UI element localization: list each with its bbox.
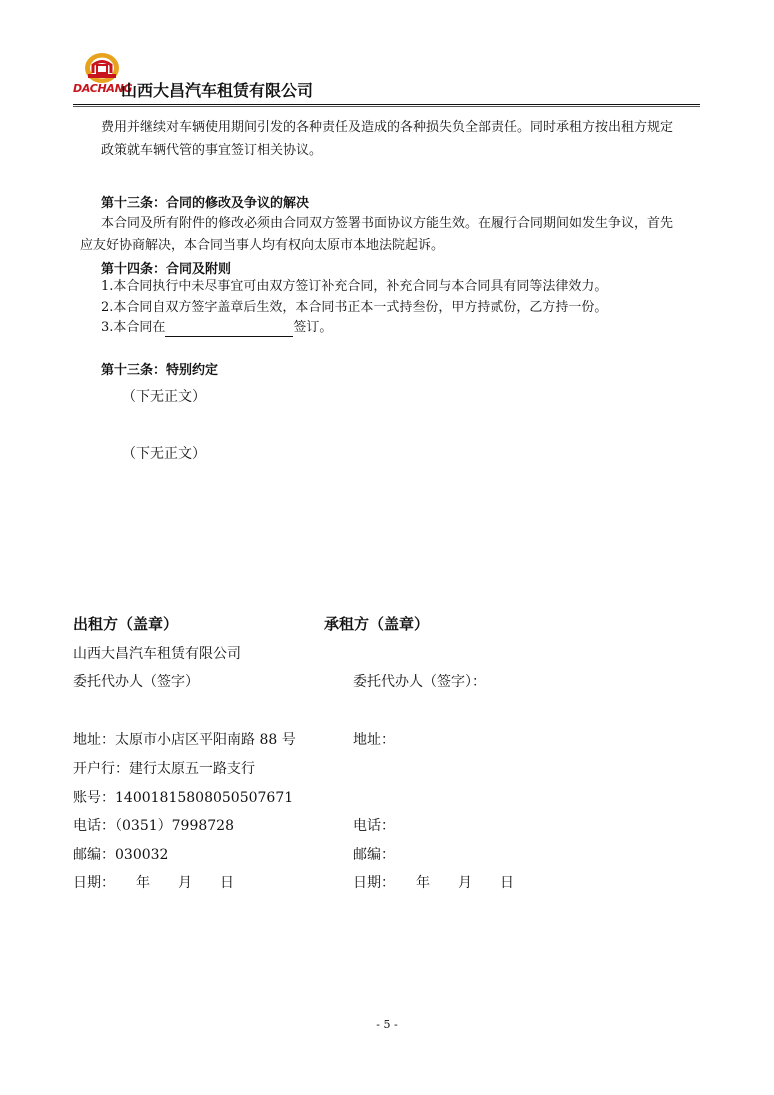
continuation-line-2: 政策就车辆代管的事宜签订相关协议。	[101, 143, 323, 158]
lessor-date: 日期： 年 月 日	[73, 875, 234, 891]
article-14-item-3	[101, 318, 332, 337]
special-agreement-title: 第十三条：特别约定	[101, 363, 219, 378]
page-number: - 5 -	[376, 1018, 398, 1031]
lessor-agent: 委托代办人（签字）	[73, 674, 199, 690]
lessor-address: 地址：太原市小店区平阳南路 88 号	[73, 732, 296, 748]
article-14-item-2: 2.本合同自双方签字盖章后生效，本合同书正本一式持叁份，甲方持贰份，乙方持一份。	[101, 300, 608, 315]
lessor-phone: 电话：（0351）7998728	[73, 818, 234, 834]
item-3-prefix: 3.本合同在	[101, 320, 166, 335]
lessor-postcode: 邮编：030032	[73, 847, 169, 863]
no-further-text-2: （下无正文）	[122, 446, 206, 462]
signing-place-blank	[165, 322, 293, 337]
header-rule-secondary	[73, 106, 700, 107]
article-13-line-2: 应友好协商解决，本合同当事人均有权向太原市本地法院起诉。	[80, 238, 445, 253]
article-13-title: 第十三条：合同的修改及争议的解决	[101, 196, 310, 211]
lessee-heading: 承租方（盖章）	[324, 615, 430, 633]
continuation-line-1: 费用并继续对车辆使用期间引发的各种责任及造成的各种损失负全部责任。同时承租方按出租方规定	[101, 120, 674, 135]
header-rule	[73, 104, 700, 105]
lessee-date: 日期： 年 月 日	[353, 875, 514, 891]
item-3-suffix: 签订。	[293, 320, 333, 335]
article-13-line-1: 本合同及所有附件的修改必须由合同双方签署书面协议方能生效。在履行合同期间如发生争议，首先	[101, 216, 674, 231]
lessee-phone: 电话：	[353, 818, 395, 834]
no-further-text-1: （下无正文）	[122, 389, 206, 405]
lessee-agent: 委托代办人（签字）：	[353, 674, 486, 690]
lessor-heading: 出租方（盖章）	[73, 615, 179, 633]
brand-wordmark: DACHANG	[73, 82, 133, 95]
company-logo-icon	[80, 52, 124, 86]
article-14-title: 第十四条：合同及附则	[101, 262, 232, 277]
article-14-item-1: 1.本合同执行中未尽事宜可由双方签订补充合同，补充合同与本合同具有同等法律效力。	[101, 279, 608, 294]
lessee-postcode: 邮编：	[353, 847, 395, 863]
lessee-address: 地址：	[353, 732, 395, 748]
lessor-company: 山西大昌汽车租赁有限公司	[73, 646, 241, 662]
lessor-account: 账号：14001815808050507671	[73, 790, 294, 806]
company-name-header: 山西大昌汽车租赁有限公司	[121, 81, 314, 100]
lessor-bank: 开户行：建行太原五一路支行	[73, 761, 255, 777]
